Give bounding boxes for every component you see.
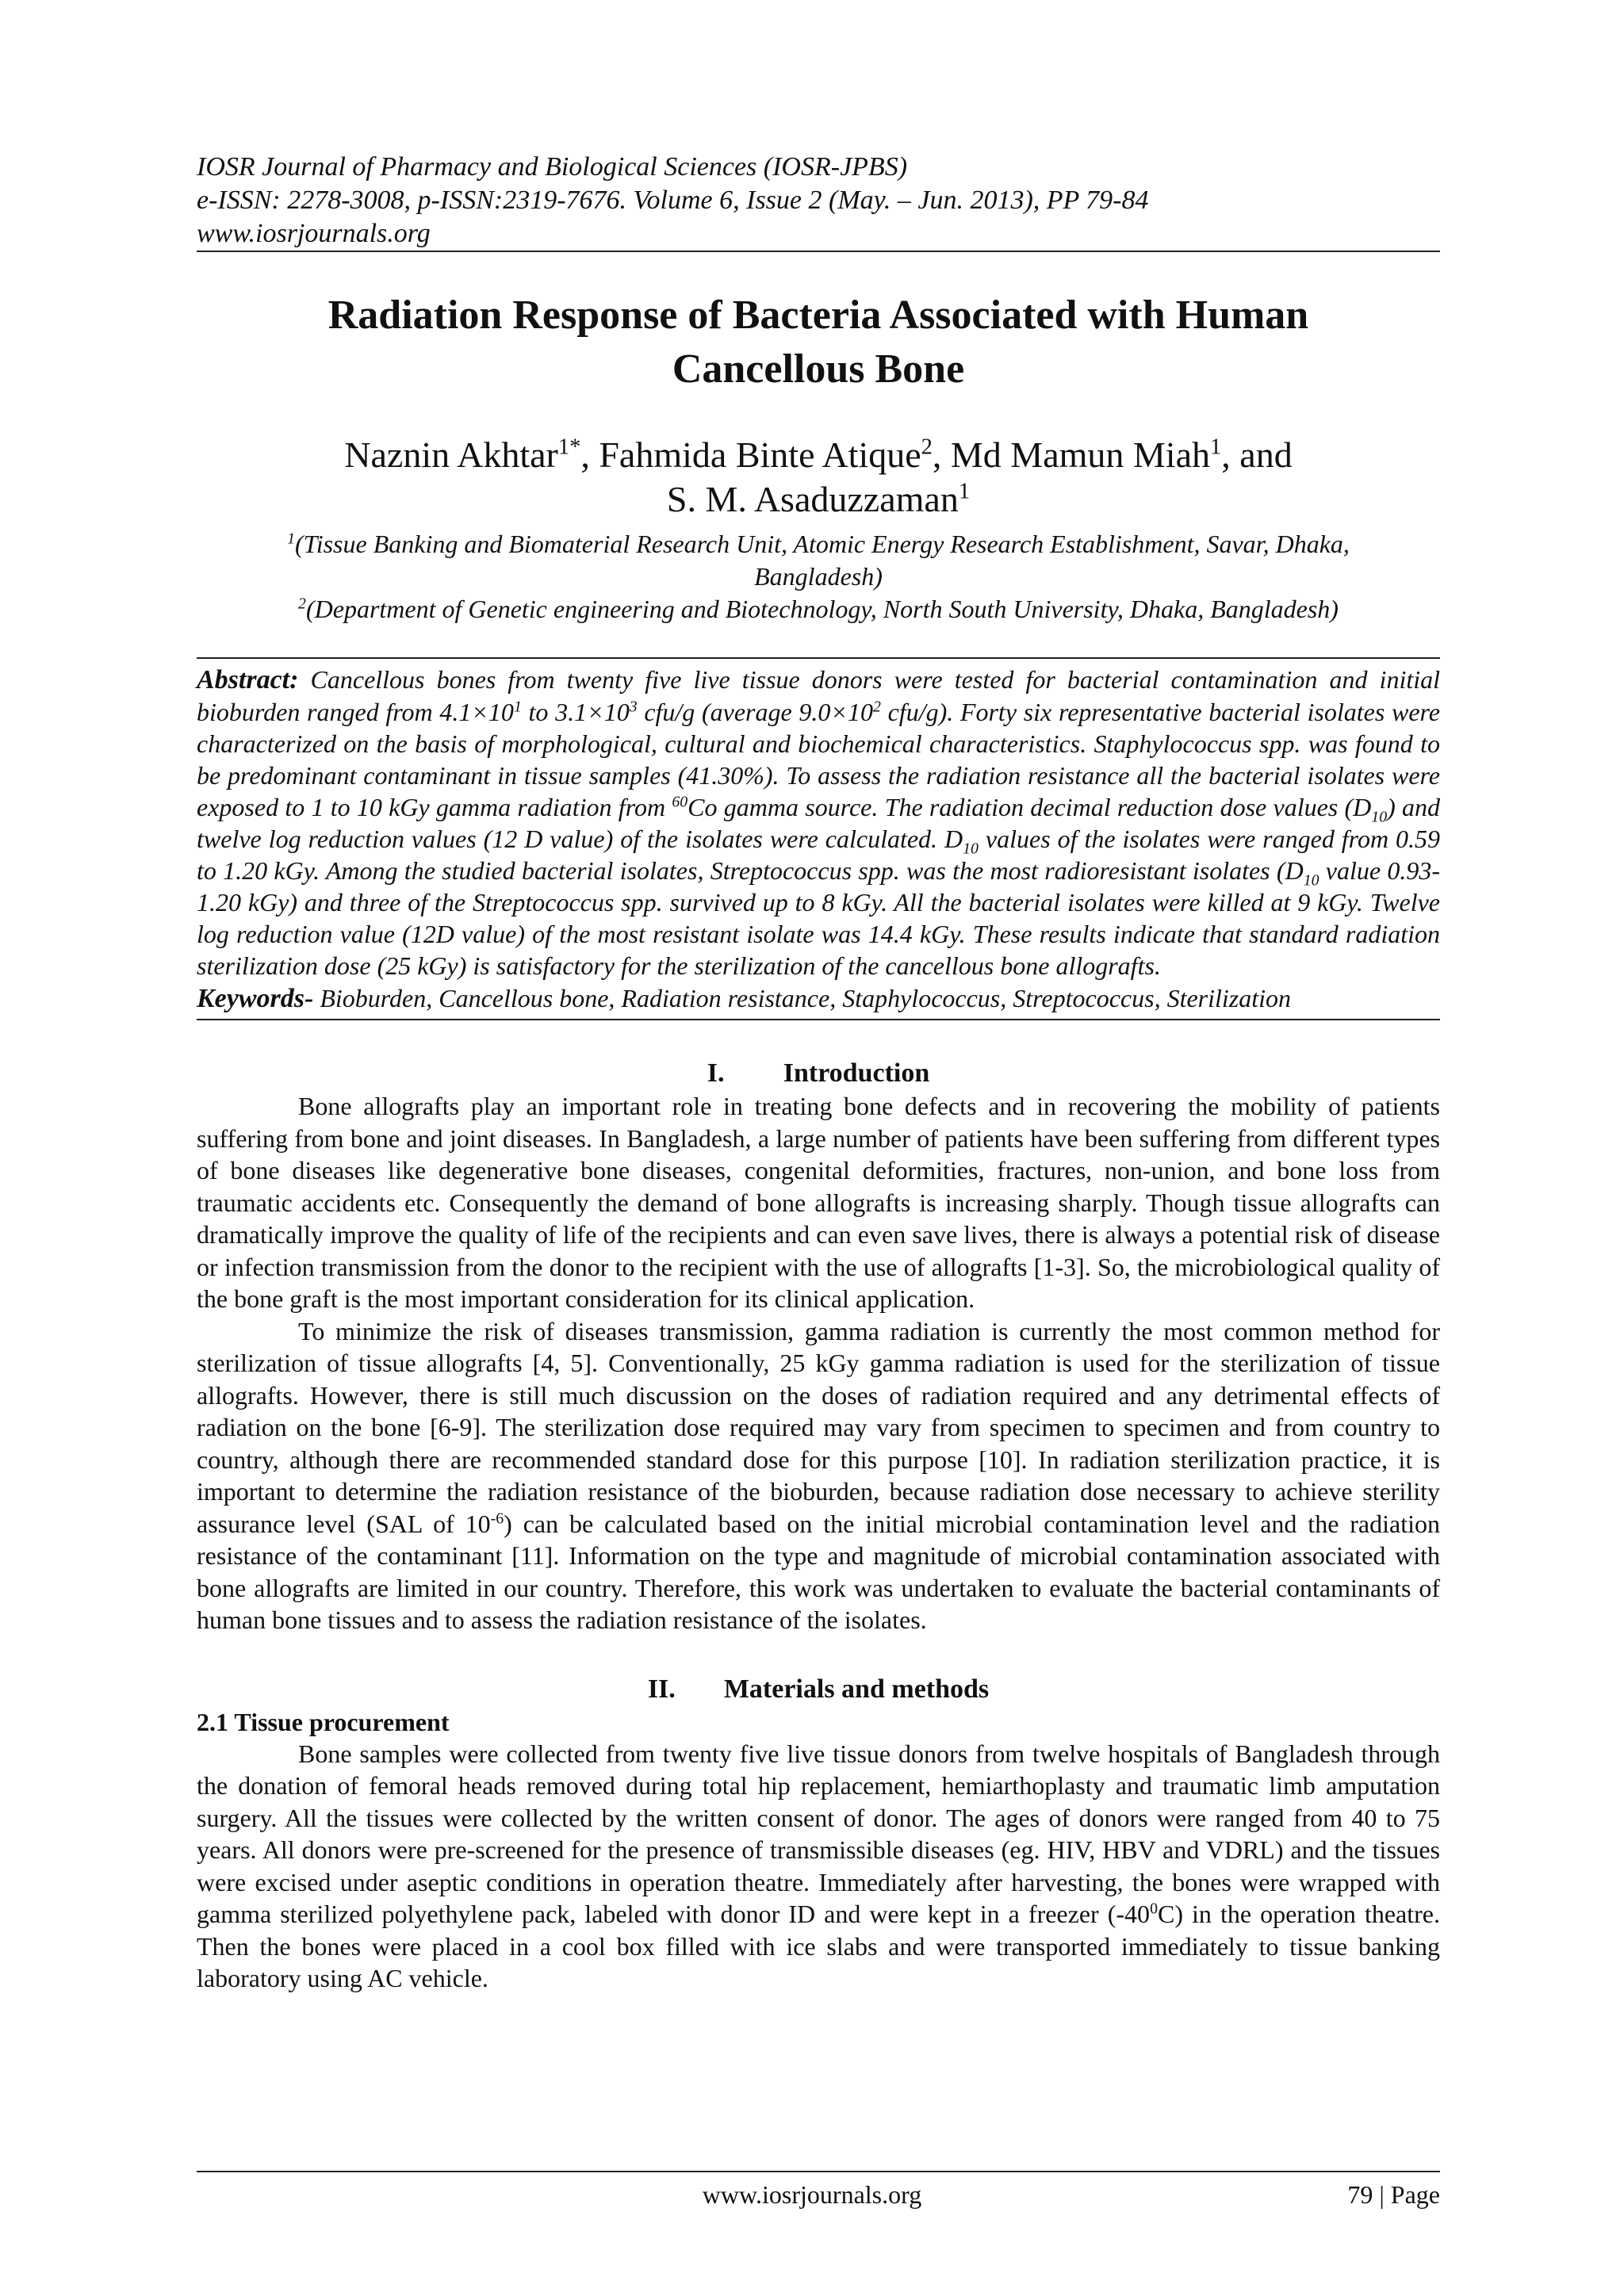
journal-header bbox=[197, 151, 1440, 251]
journal-name: IOSR Journal of Pharmacy and Biological Sciences (IOSR-JPBS) bbox=[197, 152, 908, 182]
keywords-text: Bioburden, Cancellous bone, Radiation resistance, Staphylococcus, Streptococcus, Sterilization bbox=[313, 984, 1292, 1012]
abstract-text: Cancellous bones from twenty five live tissue donors were tested for bacterial contamination and initial bioburden ranged from 4.1×10 bbox=[197, 665, 1440, 726]
author-list bbox=[197, 433, 1440, 522]
author-name: , Fahmida Binte Atique bbox=[580, 434, 921, 475]
author-conjunction: , and bbox=[1221, 434, 1293, 475]
paragraph-sup: -6 bbox=[490, 1509, 504, 1527]
affil-mark: 1 bbox=[287, 530, 296, 548]
footer-site: www.iosrjournals.org bbox=[702, 2180, 922, 2209]
footer-page-number: 79 | Page bbox=[1347, 2180, 1440, 2209]
abstract-sup: 2 bbox=[873, 698, 881, 716]
abstract-text: to 3.1×10 bbox=[521, 698, 630, 726]
section-heading-methods bbox=[197, 1673, 1440, 1706]
abstract-block bbox=[197, 657, 1440, 1020]
author-name: Naznin Akhtar bbox=[344, 434, 558, 475]
section-number: I. bbox=[707, 1058, 725, 1088]
paragraph-text: To minimize the risk of diseases transmission, gamma radiation is currently the most common method for sterilization of tissue allografts [4, 5]. Conventionally, 25 kGy gamma radiation is used for the sterilization of tissue allografts. However, there is still much discussion on the doses of radiation required and any detrimental effects of radiation on the bone [6-9]. The sterilization dose required may vary from specimen to specimen and from country to country, although there are recommended standard dose for this purpose [10]. In radiation sterilization practice, it is important to determine the radiation resistance of the bioburden, because radiation dose necessary to achieve sterility assurance level (SAL of 10 bbox=[197, 1316, 1440, 1538]
section-heading-introduction bbox=[197, 1057, 1440, 1090]
journal-site: www.iosrjournals.org bbox=[197, 219, 431, 248]
paragraph-sup: 0 bbox=[1150, 1900, 1158, 1918]
abstract-bottom-rule bbox=[197, 1019, 1440, 1020]
author-name: S. M. Asaduzzaman bbox=[666, 479, 959, 519]
methods-paragraph-1 bbox=[197, 1738, 1440, 1995]
abstract-text: cfu/g). Forty six representative bacterial isolates were characterized on the basis of morphological, cultural and biochemical characteristics. Staphylococcus spp. was found to be predominant contaminant in tissue samples (41.30%). To assess the radiation resistance all the bacterial isolates were exposed to 1 to 10 kGy gamma radiation from bbox=[197, 698, 1441, 821]
keywords-label: Keywords- bbox=[197, 984, 314, 1013]
section-title: Materials and methods bbox=[723, 1674, 990, 1704]
keywords bbox=[197, 982, 1440, 1019]
abstract-sub: 10 bbox=[963, 840, 979, 858]
affil-mark: 2 bbox=[298, 595, 306, 613]
abstract-text: values of the isolates were ranged from 0.59 to 1.20 kGy. Among the studied bacterial isolates, Streptococcus spp. was the most radioresistant isolates (D bbox=[197, 825, 1441, 885]
abstract-text: Co gamma source. The radiation decimal reduction dose values (D bbox=[688, 793, 1372, 821]
affiliations bbox=[197, 528, 1440, 626]
author-affil-mark: 2 bbox=[921, 434, 933, 460]
section-number: II. bbox=[647, 1674, 676, 1704]
paper-title bbox=[197, 289, 1440, 396]
affiliation-1 bbox=[197, 528, 1440, 561]
intro-paragraph-2 bbox=[197, 1315, 1440, 1636]
abstract bbox=[197, 659, 1440, 982]
affil-text: (Department of Genetic engineering and Biotechnology, North South University, Dhaka, Bangladesh) bbox=[305, 595, 1339, 623]
intro-paragraph-1: Bone allografts play an important role in treating bone defects and in recovering the mobility of patients suffering from bone and joint diseases. In Bangladesh, a large number of patients have been suffering from different types of bone diseases like degenerative bone diseases, congenital deformities, fractures, non-union, and bone loss from traumatic accidents etc. Consequently the demand of bone allografts is increasing sharply. Though tissue allografts can dramatically improve the quality of life of the recipients and can even save lives, there is always a potential risk of disease or infection transmission from the donor to the recipient with the use of allografts [1-3]. So, the microbiological quality of the bone graft is the most important consideration for its clinical application. bbox=[197, 1092, 1440, 1313]
affil-text: (Tissue Banking and Biomaterial Research Unit, Atomic Energy Research Establishment, Savar, Dhaka, bbox=[295, 530, 1350, 558]
journal-issn: e-ISSN: 2278-3008, p-ISSN:2319-7676. Volume 6, Issue 2 (May. – Jun. 2013), PP 79-84 bbox=[197, 186, 1149, 215]
author-affil-mark: 1* bbox=[557, 434, 581, 460]
paragraph-text: C) in the operation theatre. Then the bones were placed in a cool box filled with ice slabs and were transported immediately to tissue banking laboratory using AC vehicle. bbox=[197, 1900, 1441, 1992]
abstract-sub: 10 bbox=[1371, 808, 1388, 826]
title-line-1: Radiation Response of Bacteria Associated with Human bbox=[327, 293, 1309, 338]
footer-rule bbox=[197, 2171, 1440, 2172]
author-affil-mark: 1 bbox=[958, 479, 971, 504]
paragraph-text: ) can be calculated based on the initial microbial contamination level and the radiation resistance of the contaminant [11]. Information on the type and magnitude of microbial contamination associated with bone allografts are limited in our country. Therefore, this work was undertaken to evaluate the bacterial contaminants of human bone tissues and to assess the radiation resistance of the isolates. bbox=[197, 1509, 1441, 1634]
abstract-text: cfu/g (average 9.0×10 bbox=[637, 698, 873, 726]
author-affil-mark: 1 bbox=[1210, 434, 1222, 460]
section-title: Introduction bbox=[783, 1058, 930, 1088]
affiliation-1-cont: Bangladesh) bbox=[754, 562, 883, 591]
authors-line-1 bbox=[197, 433, 1440, 477]
affiliation-2 bbox=[197, 593, 1440, 626]
author-name: , Md Mamun Miah bbox=[932, 434, 1211, 475]
abstract-sup: 3 bbox=[629, 698, 638, 716]
header-rule bbox=[197, 251, 1440, 252]
abstract-sub: 10 bbox=[1303, 871, 1320, 890]
abstract-label: Abstract: bbox=[197, 665, 299, 695]
subsection-heading: 2.1 Tissue procurement bbox=[197, 1707, 450, 1736]
paper-page bbox=[197, 151, 1440, 1995]
abstract-text: ) and twelve log reduction values (12 D value) of the isolates were calculated. D bbox=[197, 793, 1441, 853]
abstract-sup: 1 bbox=[513, 698, 522, 716]
abstract-text: value 0.93-1.20 kGy) and three of the Streptococcus spp. survived up to 8 kGy. All the bacterial isolates were killed at 9 kGy. Twelve log reduction value (12D value) of the most resistant isolate was 14.4 kGy. These results indicate that standard radiation sterilization dose (25 kGy) is satisfactory for the sterilization of the cancellous bone allografts. bbox=[197, 856, 1441, 980]
abstract-sup: 60 bbox=[672, 793, 688, 811]
title-line-2: Cancellous Bone bbox=[672, 346, 965, 392]
paragraph-text: Bone samples were collected from twenty five live tissue donors from twelve hospitals of Bangladesh through the donation of femoral heads removed during total hip replacement, hemiarthoplasty and traumatic limb amputation surgery. All the tissues were collected by the written consent of donor. The ages of donors were ranged from 40 to 75 years. All donors were pre-screened for the presence of transmissible diseases (eg. HIV, HBV and VDRL) and the tissues were excised under aseptic conditions in operation theatre. Immediately after harvesting, the bones were wrapped with gamma sterilized polyethylene pack, labeled with donor ID and were kept in a freezer (-40 bbox=[197, 1739, 1440, 1928]
authors-line-2 bbox=[197, 477, 1440, 522]
